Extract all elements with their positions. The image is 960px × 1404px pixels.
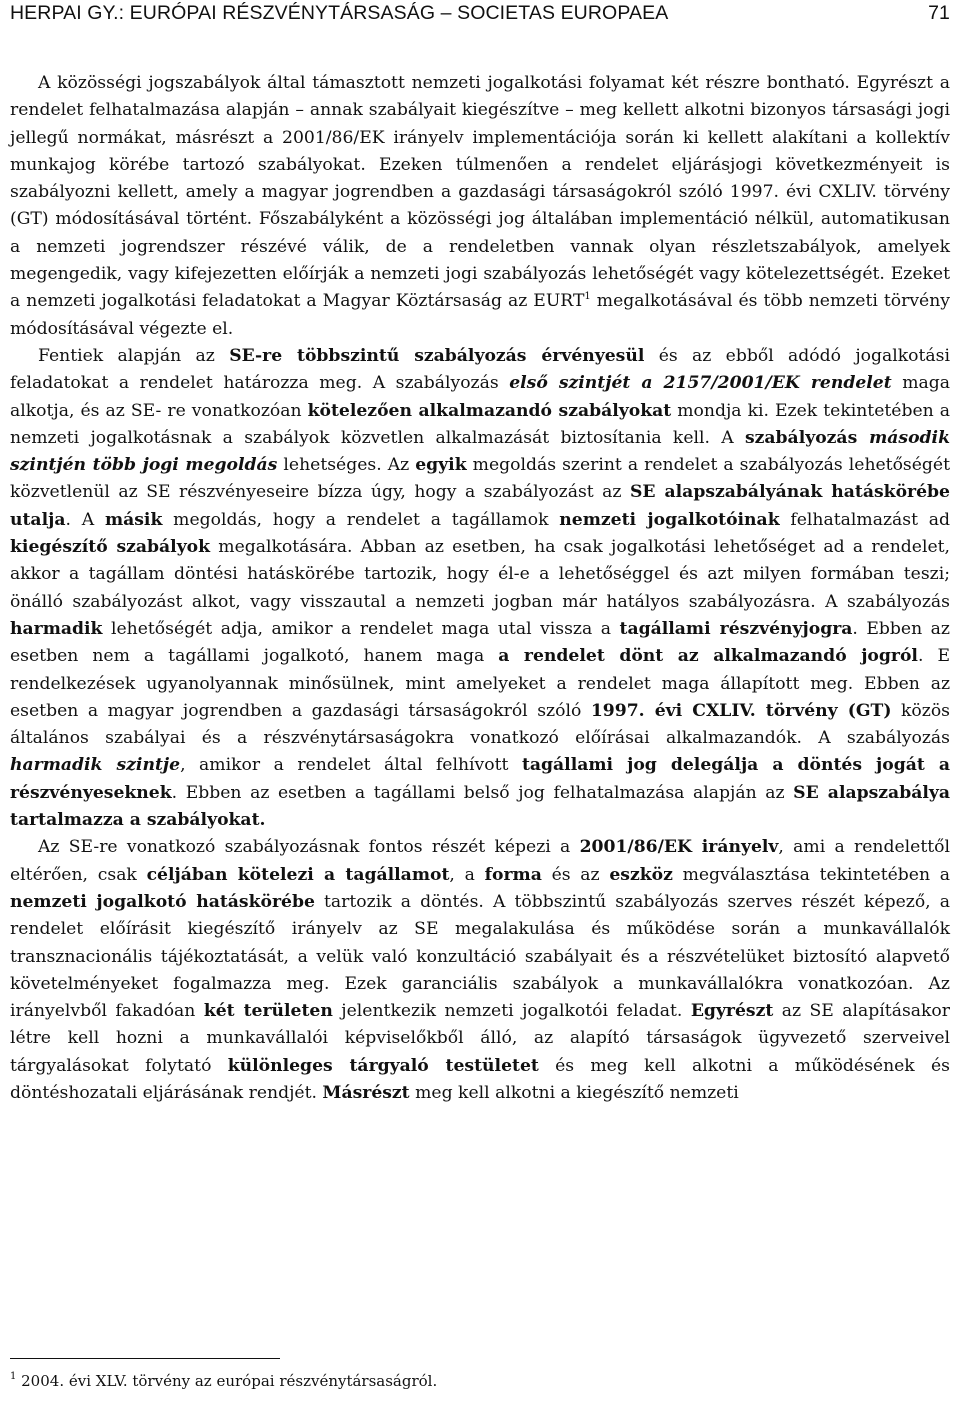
text-run: , amikor a rendelet által felhívott bbox=[180, 755, 522, 776]
text-run: lehetséges. Az bbox=[277, 455, 416, 476]
bold-run: különleges tárgyaló testületet bbox=[227, 1055, 539, 1076]
text-run: . E rendelkezések ugyanolyannak minősülnek, mint amelyeket a rendelet maga állapított meg. Ebben az esetben a magyar jogrendben a gazdasági társaságokról szóló bbox=[10, 646, 950, 721]
text-run: megoldás, hogy a rendelet a tagállamok bbox=[162, 509, 560, 530]
bold-run: Másrészt bbox=[322, 1082, 410, 1103]
text-run: meg kell alkotni a kiegészítő nemzeti bbox=[409, 1082, 739, 1103]
bold-run: céljában kötelezi a tagállamot bbox=[146, 864, 450, 885]
bold-run: szabályozás bbox=[744, 427, 870, 448]
bold-italic-run: első szintjét a 2157/2001/EK rendelet bbox=[509, 373, 892, 394]
text-run: jelentkezik nemzeti jogalkotói feladat. bbox=[332, 1001, 691, 1022]
text-run: és az bbox=[541, 864, 610, 885]
text-run: felhatalmazást ad bbox=[779, 509, 951, 530]
text-run: Fentiek alapján az bbox=[38, 345, 230, 366]
running-header bbox=[10, 2, 950, 25]
text-run: lehetőségét adja, amikor a rendelet maga utal vissza a bbox=[102, 618, 620, 639]
bold-run: egyik bbox=[415, 455, 467, 476]
bold-run: másik bbox=[104, 509, 163, 530]
text-run: A közösségi jogszabályok által támasztott nemzeti jogalkotási folyamat két részre bontható. Egyrészt a rendelet felhatalmazása alapján – annak szabályait kiegészítve – meg kellett alkotni bizonyos társasági jogi jellegű normákat, másrészt a 2001/86/EK irányelv implementációja során ki kellett alakítani a kollektív munkajog körébe tartozó szabályokat. Ezeken túlmenően a rendelet eljárásjogi következményeit is szabályozni kellett, amely a magyar jogrendben a gazdasági társaságokról szóló 1997. évi CXLIV. törvény (GT) módosításával történt. Főszabályként a közösségi jog általában implementáció nélkül, automatikusan a nemzeti jogrendszer részévé válik, de a rendeletben vannak olyan részletszabályok, amelyek megengedik, vagy kifejezetten előírják a nemzeti jogi szabályozás lehetőségét vagy kötelezettségét. Ezeket a nemzeti jogalkotási feladatokat a Magyar Köztársaság az EURT bbox=[10, 73, 950, 312]
text-run: , a bbox=[449, 864, 485, 885]
bold-run: 2001/86/EK irányelv bbox=[579, 837, 779, 858]
bold-run: SE alapszabálya tartalmazza a szabályokat. bbox=[10, 782, 951, 831]
text-run: Az SE-re vonatkozó szabályozásnak fontos részét képezi a bbox=[38, 837, 580, 858]
text-run: és meg kell alkotni a működésének és döntéshozatali eljárásának rendjét. bbox=[10, 1055, 950, 1103]
bold-italic-run: harmadik szintje bbox=[10, 755, 181, 776]
text-run: az SE alapításakor létre kell hozni a munkavállalói képviselőkből álló, az alapító társaságok ügyvezető szerveivel tárgyalásokat folytató bbox=[10, 1001, 950, 1076]
bold-run: nemzeti jogalkotóinak bbox=[559, 509, 780, 530]
text-run: megválasztása tekintetében a bbox=[672, 864, 951, 885]
footnote-reference[interactable]: 1 bbox=[584, 291, 591, 303]
text-run: . Ebben az esetben a tagállami belső jog felhatalmazása alapján az bbox=[171, 782, 794, 803]
footnote-number: 1 bbox=[10, 1371, 17, 1382]
bold-run: tagállami jog delegálja a döntés jogát a részvényeseknek bbox=[10, 755, 950, 803]
paragraph-2 bbox=[10, 343, 950, 834]
bold-run: nemzeti jogalkotó hatáskörébe bbox=[10, 891, 315, 912]
text-run: maga alkotja, és az SE- re vonatkozóan bbox=[10, 373, 950, 421]
bold-run: harmadik bbox=[10, 618, 103, 639]
text-run: megalkotásával és több nemzeti törvény módosításával végezte el. bbox=[10, 291, 951, 339]
text-run: tartozik a döntés. A többszintű szabályozás szerves részét képező, a rendelet előírásit kiegészítő irányelv az SE megalakulása és működése során a munkavállalók transznacionális tájékoztatását, a velük való konzultáció szabályait és a részvételüket biztosító alapvető követelményeket fogalmazza meg. Ezek garanciális szabályok a munkavállalókra vonatkozóan. Az irányelvből fakadóan bbox=[10, 891, 951, 1022]
text-run: . Ebben az esetben nem a tagállami jogalkotó, hanem maga bbox=[10, 618, 950, 667]
footnote bbox=[10, 1370, 950, 1392]
bold-run: tagállami részvényjogra bbox=[619, 618, 853, 639]
bold-italic-run: második szintjén több jogi megoldás bbox=[10, 427, 950, 476]
text-run: mondja ki. Ezek tekintetében a nemzeti jogalkotásnak a szabályok közvetlen alkalmazását biztosítania kell. A bbox=[10, 400, 950, 448]
footnote-separator bbox=[10, 1358, 280, 1359]
bold-run: két területen bbox=[203, 1001, 333, 1022]
footnote-text: 2004. évi XLV. törvény az európai részvénytársaságról. bbox=[16, 1372, 438, 1390]
paragraph-1 bbox=[10, 70, 950, 343]
bold-run: SE alapszabályának hatáskörébe utalja bbox=[10, 482, 950, 530]
page-number: 71 bbox=[928, 2, 950, 24]
text-run: és az ebből adódó jogalkotási feladatokat a rendelet határozza meg. A szabályozás bbox=[10, 345, 950, 394]
bold-run: SE-re többszintű szabályozás érvényesül bbox=[229, 345, 645, 366]
text-run: megoldás szerint a rendelet a szabályozás lehetőségét közvetlenül az SE részvényeseire bízza úgy, hogy a szabályozást az bbox=[10, 455, 951, 503]
bold-run: 1997. évi CXLIV. törvény (GT) bbox=[590, 700, 892, 721]
text-run: megalkotására. Abban az esetben, ha csak jogalkotási lehetőséget ad a rendelet, akkor a tagállam döntési hatáskörébe tartozik, hogy él-e a lehetőséggel és azt milyen formában teszi; önálló szabályozást alkot, vagy visszautal a nemzeti jogban már hatályos szabályozásra. A szabályozás bbox=[10, 537, 950, 612]
paragraph-3 bbox=[10, 834, 950, 1107]
body-text bbox=[10, 70, 950, 1107]
text-run: , ami a rendelettől eltérően, csak bbox=[10, 837, 950, 885]
running-title: HERPAI GY.: EURÓPAI RÉSZVÉNYTÁRSASÁG – SOCIETAS EUROPAEA bbox=[10, 2, 669, 24]
bold-run: forma bbox=[484, 864, 542, 885]
bold-run: kiegészítő szabályok bbox=[10, 537, 211, 558]
text-run: közös általános szabályai és a részvénytársaságokra vonatkozó előírásai alkalmazandók. A szabályozás bbox=[10, 700, 950, 749]
bold-run: eszköz bbox=[609, 864, 673, 885]
bold-run: Egyrészt bbox=[690, 1001, 774, 1022]
bold-run: kötelezően alkalmazandó szabályokat bbox=[307, 400, 672, 421]
bold-run: a rendelet dönt az alkalmazandó jogról bbox=[498, 646, 918, 667]
text-run: . A bbox=[65, 509, 105, 530]
